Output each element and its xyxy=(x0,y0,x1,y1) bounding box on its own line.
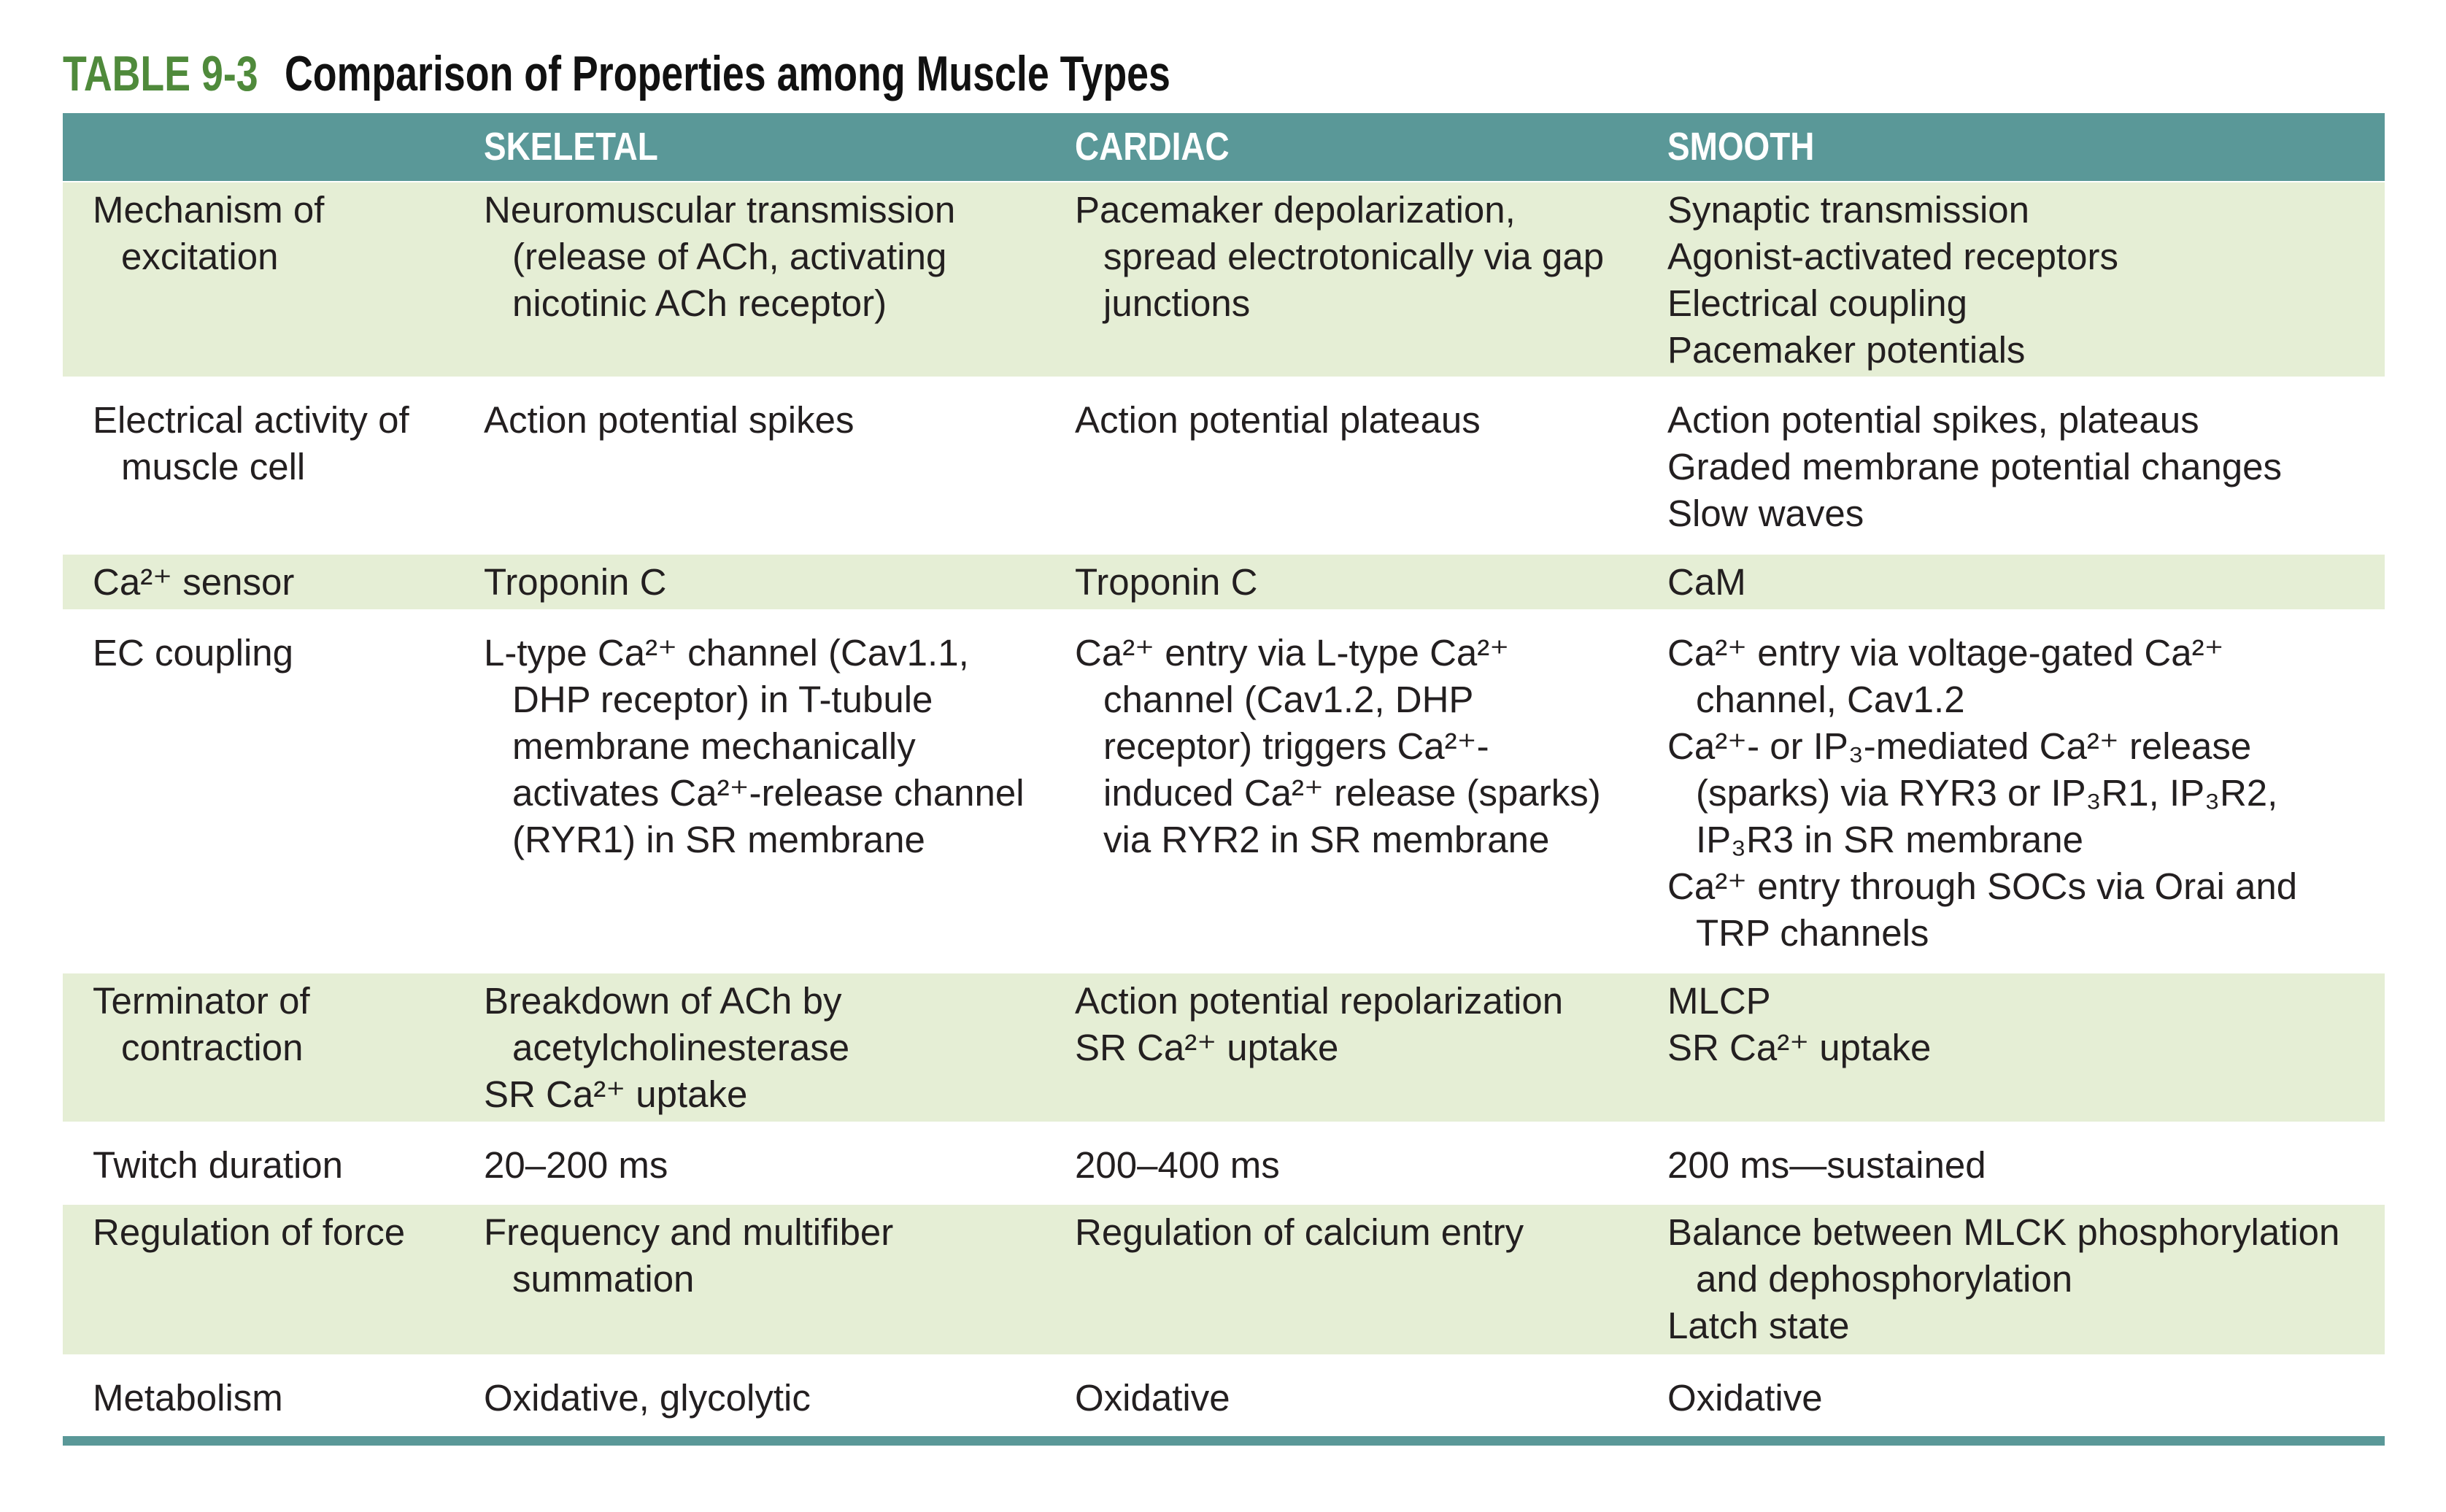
cell-skeletal xyxy=(484,978,1075,1122)
header-label-smooth: SMOOTH xyxy=(1667,125,1815,169)
cell-entry xyxy=(1075,630,1667,863)
cell-entry xyxy=(1667,490,2385,537)
cell-skeletal xyxy=(484,1375,1075,1436)
cell-entry xyxy=(484,1375,1075,1422)
cell-entry xyxy=(484,397,1075,444)
cell-entry xyxy=(484,630,1075,863)
cell-entry xyxy=(1667,978,2385,1025)
header-cell-smooth xyxy=(1667,113,2385,181)
cell-line: and dephosphorylation xyxy=(1696,1258,2073,1300)
cell-line: receptor) triggers Ca²⁺- xyxy=(1103,725,1489,767)
cell-entry xyxy=(93,1209,484,1256)
cell-line: Twitch duration xyxy=(93,1144,344,1186)
cell-line: summation xyxy=(512,1258,695,1300)
cell-smooth xyxy=(1667,630,2385,973)
cell-line: Terminator of xyxy=(93,980,310,1022)
cell-cardiac xyxy=(1075,630,1667,973)
row-label xyxy=(63,978,484,1122)
header-label-skeletal: SKELETAL xyxy=(484,125,658,169)
cell-skeletal xyxy=(484,1142,1075,1205)
cell-skeletal xyxy=(484,1209,1075,1354)
row-label xyxy=(63,1209,484,1354)
cell-entry xyxy=(484,559,1075,606)
row-label xyxy=(63,187,484,377)
header-label-cardiac: CARDIAC xyxy=(1075,125,1230,169)
cell-line: Metabolism xyxy=(93,1377,283,1419)
row-label xyxy=(63,397,484,555)
cell-smooth xyxy=(1667,397,2385,555)
cell-entry xyxy=(1667,327,2385,374)
cell-entry xyxy=(93,630,484,676)
cell-line: Neuromuscular transmission xyxy=(484,189,956,231)
table-row-terminator-of-contraction xyxy=(63,973,2385,1122)
cell-line: activates Ca²⁺-release channel xyxy=(512,772,1025,814)
cell-line: Synaptic transmission xyxy=(1667,189,2030,231)
cell-entry xyxy=(1075,559,1667,606)
table-bottom-rule xyxy=(63,1436,2385,1446)
cell-line: excitation xyxy=(121,236,279,277)
cell-line: membrane mechanically xyxy=(512,725,916,767)
cell-entry xyxy=(1667,863,2385,957)
cell-entry xyxy=(484,187,1075,327)
cell-line: Troponin C xyxy=(1075,561,1258,603)
cell-entry xyxy=(93,397,484,490)
table-row-mechanism-of-excitation xyxy=(63,182,2385,377)
cell-smooth xyxy=(1667,1375,2385,1436)
cell-line: Regulation of force xyxy=(93,1211,406,1253)
row-label xyxy=(63,1142,484,1205)
cell-entry xyxy=(1667,1209,2385,1303)
cell-entry xyxy=(1667,630,2385,723)
cell-line: Troponin C xyxy=(484,561,667,603)
cell-entry xyxy=(484,978,1075,1071)
cell-line: SR Ca²⁺ uptake xyxy=(1075,1027,1339,1068)
cell-line: Frequency and multifiber xyxy=(484,1211,894,1253)
cell-entry xyxy=(1667,723,2385,863)
header-cell-cardiac xyxy=(1075,113,1667,181)
cell-line: Action potential spikes, plateaus xyxy=(1667,399,2199,441)
cell-entry xyxy=(1667,559,2385,606)
cell-entry xyxy=(93,1375,484,1422)
cell-line: (release of ACh, activating xyxy=(512,236,947,277)
cell-line: SR Ca²⁺ uptake xyxy=(484,1073,748,1115)
cell-entry xyxy=(1667,1303,2385,1349)
table-caption: Comparison of Properties among Muscle Types xyxy=(284,46,1170,101)
cell-line: EC coupling xyxy=(93,632,293,674)
table-body xyxy=(63,182,2385,1436)
cell-line: 200 ms—sustained xyxy=(1667,1144,1986,1186)
cell-line: Ca²⁺ sensor xyxy=(93,561,295,603)
cell-entry xyxy=(1075,1025,1667,1071)
row-label xyxy=(63,559,484,609)
cell-line: L-type Ca²⁺ channel (Cav1.1, xyxy=(484,632,969,674)
cell-line: channel (Cav1.2, DHP xyxy=(1103,679,1474,720)
table-row-electrical-activity-of-muscle-cell xyxy=(63,377,2385,555)
cell-line: CaM xyxy=(1667,561,1746,603)
cell-line: Action potential plateaus xyxy=(1075,399,1481,441)
cell-smooth xyxy=(1667,187,2385,377)
table-row-metabolism xyxy=(63,1354,2385,1436)
cell-line: Ca²⁺ entry through SOCs via Orai and xyxy=(1667,865,2298,907)
cell-line: Slow waves xyxy=(1667,493,1864,534)
cell-line: acetylcholinesterase xyxy=(512,1027,850,1068)
table-row-twitch-duration xyxy=(63,1122,2385,1205)
cell-line: Ca²⁺- or IP₃-mediated Ca²⁺ release xyxy=(1667,725,2252,767)
cell-entry xyxy=(93,1142,484,1189)
cell-line: Breakdown of ACh by xyxy=(484,980,842,1022)
header-cell-skeletal xyxy=(484,113,1075,181)
row-label xyxy=(63,630,484,973)
cell-line: Mechanism of xyxy=(93,189,325,231)
cell-entry xyxy=(1075,187,1667,327)
cell-entry xyxy=(1075,978,1667,1025)
table-row-regulation-of-force xyxy=(63,1205,2385,1354)
cell-smooth xyxy=(1667,1142,2385,1205)
cell-line: Balance between MLCK phosphorylation xyxy=(1667,1211,2340,1253)
cell-entry xyxy=(1667,397,2385,444)
cell-line: Pacemaker potentials xyxy=(1667,329,2026,371)
cell-skeletal xyxy=(484,559,1075,609)
cell-line: (RYR1) in SR membrane xyxy=(512,819,925,860)
cell-entry xyxy=(93,559,484,606)
cell-smooth xyxy=(1667,978,2385,1122)
cell-line: induced Ca²⁺ release (sparks) xyxy=(1103,772,1601,814)
cell-line: Graded membrane potential changes xyxy=(1667,446,2283,487)
table-header xyxy=(63,113,2385,181)
cell-entry xyxy=(1667,444,2385,490)
cell-cardiac xyxy=(1075,978,1667,1122)
table-row-ec-coupling xyxy=(63,609,2385,973)
cell-line: Electrical activity of xyxy=(93,399,409,441)
cell-line: Oxidative xyxy=(1075,1377,1230,1419)
cell-line: Oxidative xyxy=(1667,1377,1823,1419)
cell-line: channel, Cav1.2 xyxy=(1696,679,1965,720)
cell-cardiac xyxy=(1075,1375,1667,1436)
table-title xyxy=(63,46,1170,101)
cell-line: Pacemaker depolarization, xyxy=(1075,189,1516,231)
cell-entry xyxy=(93,978,484,1071)
cell-line: Oxidative, glycolytic xyxy=(484,1377,811,1419)
header-cell-blank xyxy=(63,113,484,181)
cell-line: Electrical coupling xyxy=(1667,282,1968,324)
cell-entry xyxy=(1075,1142,1667,1189)
cell-cardiac xyxy=(1075,187,1667,377)
cell-line: (sparks) via RYR3 or IP₃R1, IP₃R2, xyxy=(1696,772,2278,814)
cell-line: Action potential repolarization xyxy=(1075,980,1564,1022)
cell-entry xyxy=(1667,1142,2385,1189)
cell-entry xyxy=(1075,1209,1667,1256)
table-number: TABLE 9-3 xyxy=(63,46,258,101)
cell-entry xyxy=(1667,234,2385,280)
cell-line: DHP receptor) in T-tubule xyxy=(512,679,933,720)
cell-entry xyxy=(484,1209,1075,1303)
cell-line: 200–400 ms xyxy=(1075,1144,1280,1186)
cell-entry xyxy=(1667,1375,2385,1422)
cell-smooth xyxy=(1667,559,2385,609)
cell-cardiac xyxy=(1075,559,1667,609)
row-label xyxy=(63,1375,484,1436)
cell-line: muscle cell xyxy=(121,446,306,487)
cell-line: nicotinic ACh receptor) xyxy=(512,282,887,324)
cell-entry xyxy=(1667,280,2385,327)
cell-line: contraction xyxy=(121,1027,304,1068)
cell-line: Action potential spikes xyxy=(484,399,854,441)
cell-line: Agonist-activated receptors xyxy=(1667,236,2118,277)
cell-line: IP₃R3 in SR membrane xyxy=(1696,819,2083,860)
cell-line: spread electrotonically via gap xyxy=(1103,236,1605,277)
cell-entry xyxy=(1667,1025,2385,1071)
cell-line: SR Ca²⁺ uptake xyxy=(1667,1027,1932,1068)
table-row-ca-sensor xyxy=(63,555,2385,609)
cell-skeletal xyxy=(484,630,1075,973)
cell-line: Ca²⁺ entry via L-type Ca²⁺ xyxy=(1075,632,1510,674)
cell-cardiac xyxy=(1075,397,1667,555)
cell-entry xyxy=(484,1142,1075,1189)
cell-entry xyxy=(484,1071,1075,1118)
cell-line: Regulation of calcium entry xyxy=(1075,1211,1524,1253)
cell-skeletal xyxy=(484,187,1075,377)
cell-line: Ca²⁺ entry via voltage-gated Ca²⁺ xyxy=(1667,632,2224,674)
cell-cardiac xyxy=(1075,1142,1667,1205)
cell-line: junctions xyxy=(1103,282,1251,324)
cell-entry xyxy=(1667,187,2385,234)
cell-smooth xyxy=(1667,1209,2385,1354)
cell-skeletal xyxy=(484,397,1075,555)
cell-entry xyxy=(93,187,484,280)
cell-line: via RYR2 in SR membrane xyxy=(1103,819,1550,860)
cell-line: 20–200 ms xyxy=(484,1144,668,1186)
cell-entry xyxy=(1075,397,1667,444)
cell-entry xyxy=(1075,1375,1667,1422)
cell-cardiac xyxy=(1075,1209,1667,1354)
cell-line: MLCP xyxy=(1667,980,1771,1022)
cell-line: Latch state xyxy=(1667,1305,1850,1346)
cell-line: TRP channels xyxy=(1696,912,1929,954)
